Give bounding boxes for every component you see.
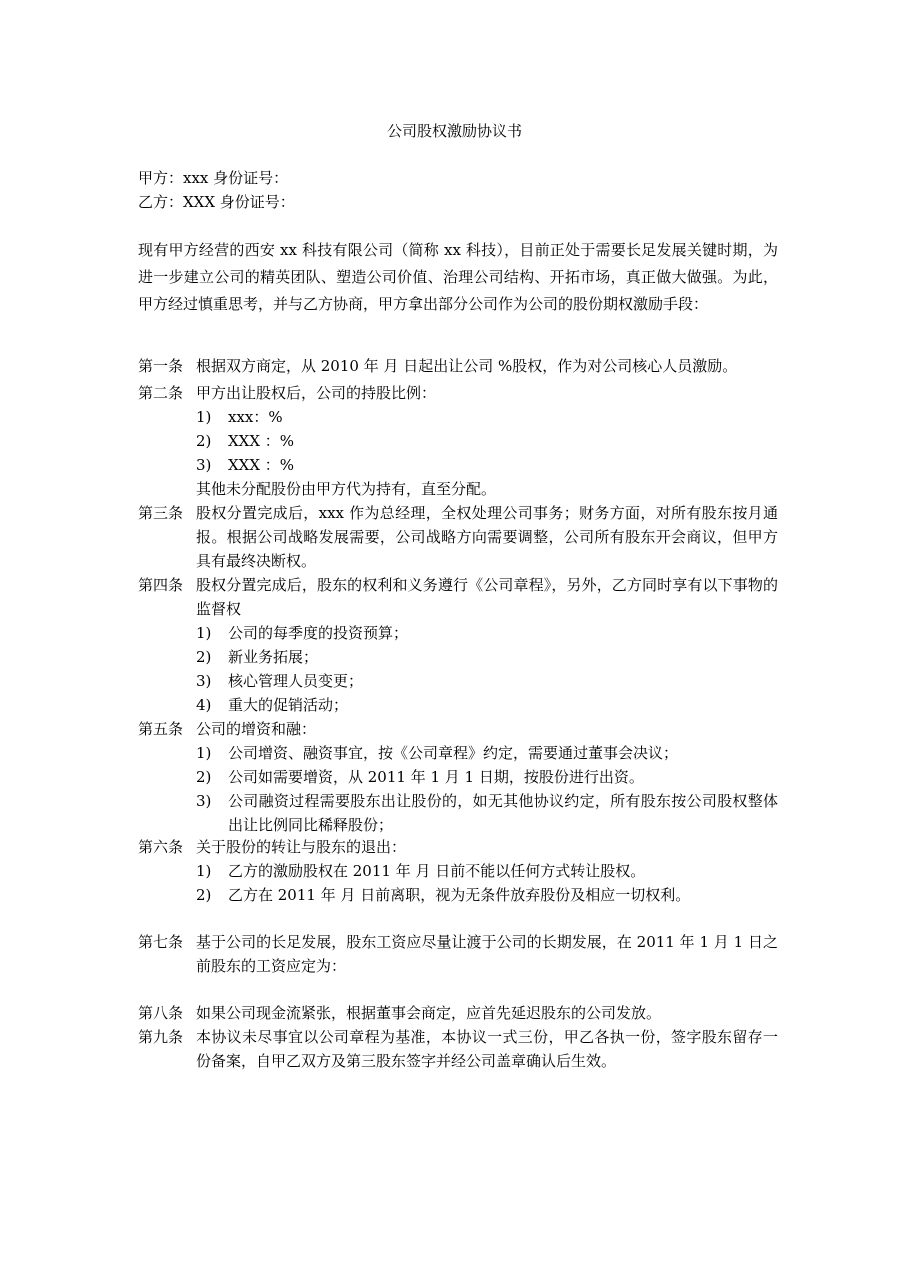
article-2 [138, 381, 778, 405]
article-5-item [196, 741, 778, 765]
article-5-text: 公司的增资和融： [196, 720, 317, 738]
article-4-heading: 第四条 [138, 576, 184, 594]
list-number: 2) [196, 648, 212, 666]
list-item-text: xxx：% [228, 408, 283, 426]
article-4-text: 股权分置完成后，股东的权利和义务遵行《公司章程》，另外，乙方同时享有以下事物的监督权 [196, 576, 778, 618]
list-number: 4) [196, 696, 212, 714]
list-number: 1) [196, 408, 212, 426]
list-item-text: 乙方的激励股权在 2011 年 月 日前不能以任何方式转让股权。 [228, 862, 646, 880]
list-item-text: 重大的促销活动； [228, 696, 349, 714]
list-number: 1) [196, 624, 212, 642]
article-5-heading: 第五条 [138, 720, 184, 738]
list-item-text: 乙方在 2011 年 月 日前离职，视为无条件放弃股份及相应一切权利。 [228, 886, 691, 904]
list-number: 2) [196, 768, 212, 786]
article-2-heading: 第二条 [138, 384, 184, 402]
article-4-item [196, 693, 778, 717]
article-2-item [196, 405, 778, 429]
article-2-item [196, 429, 778, 453]
article-8 [138, 1001, 778, 1025]
article-3-heading: 第三条 [138, 504, 184, 522]
list-number: 2) [196, 886, 212, 904]
list-number: 1) [196, 862, 212, 880]
article-1-text: 根据双方商定，从 2010 年 月 日起出让公司 %股权，作为对公司核心人员激励。 [196, 357, 738, 375]
article-5-item [196, 789, 778, 837]
article-6 [138, 835, 778, 859]
article-4-item [196, 669, 778, 693]
article-5 [138, 717, 778, 741]
list-item-text: 公司的每季度的投资预算； [228, 624, 409, 642]
article-4-item [196, 621, 778, 645]
article-3-text: 股权分置完成后，xxx 作为总经理，全权处理公司事务；财务方面，对所有股东按月通报。根据公司战略发展需要，公司战略方向需要调整，公司所有股东开会商议，但甲方具有最终决断权。 [196, 504, 778, 570]
article-3 [138, 501, 778, 573]
article-9-heading: 第九条 [138, 1028, 184, 1046]
article-1-heading: 第一条 [138, 357, 184, 375]
article-4 [138, 573, 778, 621]
intro-paragraph: 现有甲方经营的西安 xx 科技有限公司（简称 xx 科技），目前正处于需要长足发展关键时期，为进一步建立公司的精英团队、塑造公司价值、治理公司结构、开拓市场，真正做大做强。为此，甲方经过慎重思考，并与乙方协商，甲方拿出部分公司作为公司的股份期权激励手段： [138, 241, 778, 313]
article-1 [138, 354, 778, 378]
list-number: 3) [196, 792, 212, 810]
list-item-text: XXX ：% [228, 456, 295, 474]
article-7 [138, 930, 778, 978]
article-2-item [196, 453, 778, 477]
party-a-line: 甲方：xxx 身份证号： [138, 169, 289, 187]
article-2-text: 甲方出让股权后，公司的持股比例： [196, 384, 437, 402]
list-item-text: 核心管理人员变更； [228, 672, 364, 690]
article-7-heading: 第七条 [138, 933, 184, 951]
list-number: 3) [196, 456, 212, 474]
party-b-line: 乙方：XXX 身份证号： [138, 193, 295, 211]
article-8-heading: 第八条 [138, 1004, 184, 1022]
list-item-text: XXX ：% [228, 432, 295, 450]
article-5-item [196, 765, 778, 789]
list-number: 2) [196, 432, 212, 450]
article-6-text: 关于股份的转让与股东的退出： [196, 838, 407, 856]
article-2-note: 其他未分配股份由甲方代为持有，直至分配。 [196, 480, 497, 498]
article-6-item [196, 883, 778, 907]
article-6-item [196, 859, 778, 883]
article-9-text: 本协议未尽事宜以公司章程为基准，本协议一式三份，甲乙各执一份，签字股东留存一份备案，自甲乙双方及第三股东签字并经公司盖章确认后生效。 [196, 1028, 778, 1070]
list-item-text: 公司融资过程需要股东出让股份的，如无其他协议约定，所有股东按公司股权整体出让比例同比稀释股份； [228, 792, 778, 834]
list-number: 1) [196, 744, 212, 762]
article-4-item [196, 645, 778, 669]
list-item-text: 新业务拓展； [228, 648, 319, 666]
article-7-text: 基于公司的长足发展，股东工资应尽量让渡于公司的长期发展，在 2011 年 1 月 1 日之前股东的工资应定为： [196, 933, 778, 975]
article-6-heading: 第六条 [138, 838, 184, 856]
article-8-text: 如果公司现金流紧张，根据董事会商定，应首先延迟股东的公司发放。 [196, 1004, 662, 1022]
list-number: 3) [196, 672, 212, 690]
list-item-text: 公司增资、融资事宜，按《公司章程》约定，需要通过董事会决议； [228, 744, 679, 762]
list-item-text: 公司如需要增资，从 2011 年 1 月 1 日期，按股份进行出资。 [228, 768, 644, 786]
article-9 [138, 1025, 778, 1073]
document-title: 公司股权激励协议书 [386, 122, 522, 140]
